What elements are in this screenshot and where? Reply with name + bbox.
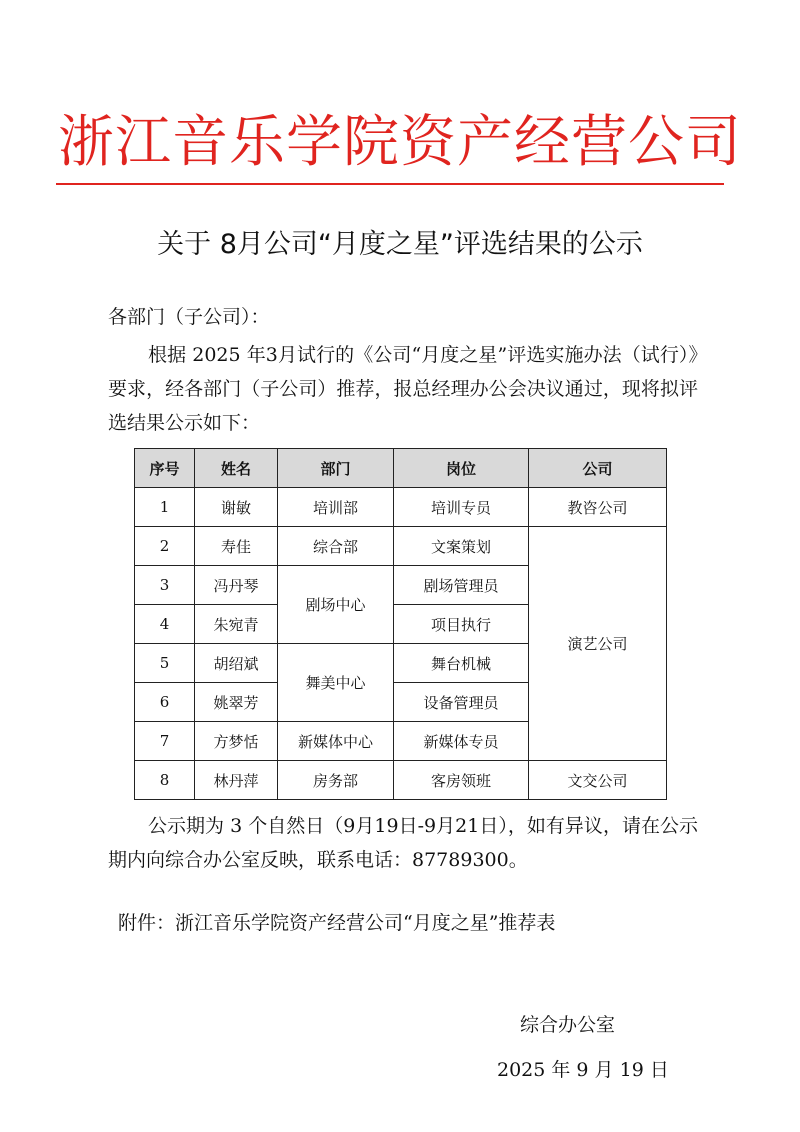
- cell-dept: 新媒体中心: [278, 722, 394, 761]
- header-cell-name: 姓名: [195, 449, 278, 488]
- cell-dept: 培训部: [278, 488, 394, 527]
- signature-date: 2025 年 9 月 19 日: [497, 1059, 669, 1081]
- cell-no: 6: [135, 683, 195, 722]
- signature-office: 综合办公室: [520, 1014, 616, 1036]
- cell-no: 5: [135, 644, 195, 683]
- salutation: 各部门（子公司）：: [108, 306, 270, 328]
- document-title: 关于 8月公司“月度之星”评选结果的公示: [157, 229, 643, 260]
- cell-dept: 综合部: [278, 527, 394, 566]
- cell-name: 林丹萍: [195, 761, 278, 800]
- header-cell-company: 公司: [529, 449, 667, 488]
- letterhead-red-rule: [56, 183, 724, 185]
- cell-post: 剧场管理员: [394, 566, 529, 605]
- cell-no: 4: [135, 605, 195, 644]
- table-row: [135, 527, 667, 566]
- cell-no: 1: [135, 488, 195, 527]
- results-table: [134, 448, 667, 800]
- table-header-row: [135, 449, 667, 488]
- cell-name: 朱宛青: [195, 605, 278, 644]
- cell-no: 8: [135, 761, 195, 800]
- table-row: [135, 488, 667, 527]
- header-cell-post: 岗位: [394, 449, 529, 488]
- cell-post: 新媒体专员: [394, 722, 529, 761]
- cell-post: 项目执行: [394, 605, 529, 644]
- cell-post: 客房领班: [394, 761, 529, 800]
- cell-name: 寿佳: [195, 527, 278, 566]
- cell-name: 谢敏: [195, 488, 278, 527]
- cell-company: 演艺公司: [529, 527, 667, 761]
- header-cell-no: 序号: [135, 449, 195, 488]
- cell-name: 胡绍斌: [195, 644, 278, 683]
- header-cell-dept: 部门: [278, 449, 394, 488]
- cell-dept: 房务部: [278, 761, 394, 800]
- table-row: [135, 761, 667, 800]
- cell-company: 文交公司: [529, 761, 667, 800]
- cell-no: 3: [135, 566, 195, 605]
- cell-no: 2: [135, 527, 195, 566]
- cell-post: 培训专员: [394, 488, 529, 527]
- cell-post: 设备管理员: [394, 683, 529, 722]
- cell-dept: 舞美中心: [278, 644, 394, 722]
- cell-no: 7: [135, 722, 195, 761]
- cell-name: 冯丹琴: [195, 566, 278, 605]
- org-letterhead-title: 浙江音乐学院资产经营公司: [58, 110, 742, 175]
- cell-name: 姚翠芳: [195, 683, 278, 722]
- cell-company: 教咨公司: [529, 488, 667, 527]
- attachment-line: 附件：浙江音乐学院资产经营公司“月度之星”推荐表: [118, 912, 556, 934]
- cell-post: 文案策划: [394, 527, 529, 566]
- intro-paragraph: 根据 2025 年3月试行的《公司“月度之星”评选实施办法（试行）》要求，经各部门（子公司）推荐，报总经理办公会决议通过，现将拟评选结果公示如下：: [108, 344, 698, 434]
- cell-dept: 剧场中心: [278, 566, 394, 644]
- notice-period-paragraph: 公示期为 3 个自然日（9月19日-9月21日），如有异议，请在公示期内向综合办公室反映，联系电话：87789300。: [108, 815, 698, 871]
- cell-name: 方梦恬: [195, 722, 278, 761]
- cell-post: 舞台机械: [394, 644, 529, 683]
